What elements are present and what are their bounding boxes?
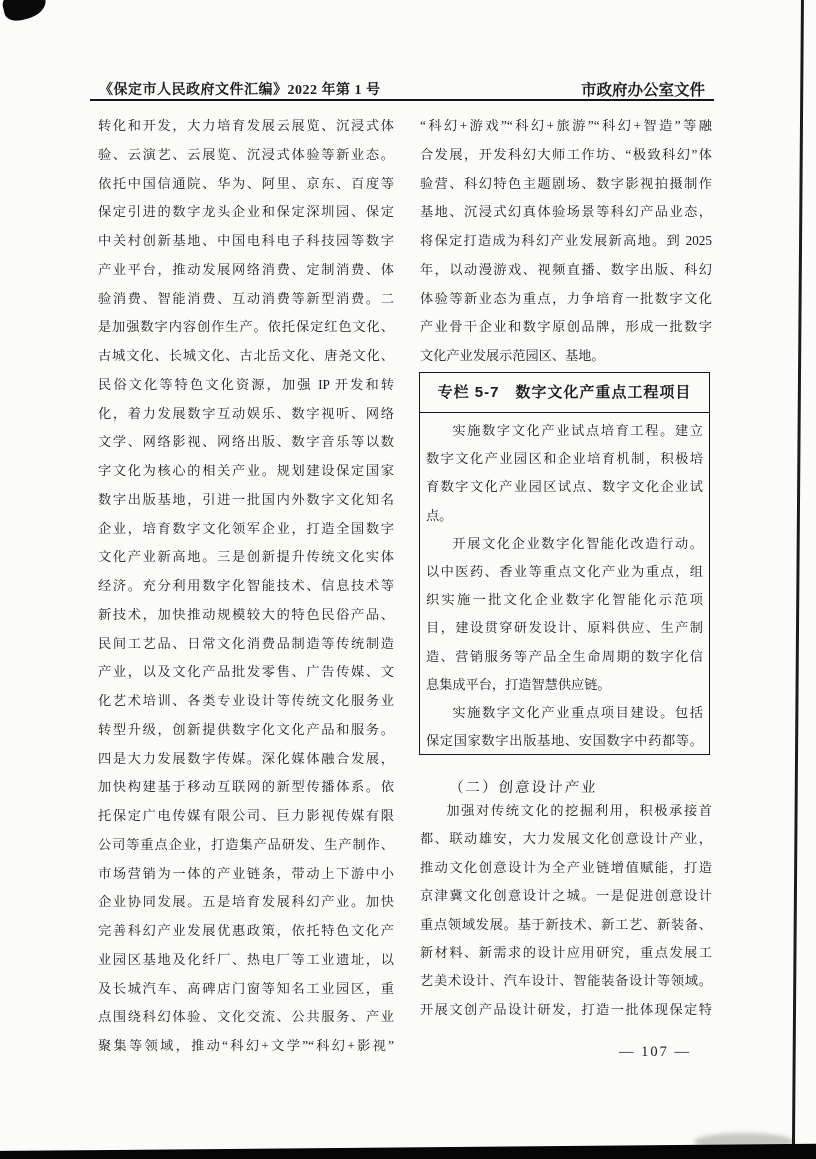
text-line: 业园区基地及化纤厂、热电厂等工业遗址，以 xyxy=(98,951,394,967)
text-line: 育数字文化产业园区试点、数字文化企业试 xyxy=(426,479,703,495)
text-line: 企业协同发展。五是培育发展科幻产业。加快 xyxy=(98,894,394,910)
text-line: 数字文化产业园区和企业培育机制，积极培 xyxy=(426,451,703,467)
header-rule xyxy=(90,99,714,101)
text-line: 目，建设贯穿研发设计、原料供应、生产制 xyxy=(426,620,703,636)
text-line: 实施数字文化产业试点培育工程。建立 xyxy=(452,423,703,438)
text-line: 数字出版基地，引进一批国内外数字文化知名 xyxy=(98,491,394,507)
text-line: 体验等新业态为重点，力争培育一批数字文化 xyxy=(420,290,712,306)
text-line: 加强对传统文化的挖掘利用，积极承接首 xyxy=(446,803,712,818)
text-line: 化艺术培训、各类专业设计等传统文化服务业 xyxy=(98,693,394,708)
text-line: 文化产业发展示范园区、基地。 xyxy=(420,348,605,363)
text-line: 艺美术设计、汽车设计、智能装备设计等领域。 xyxy=(420,973,712,989)
text-line: 重点领域发展。基于新技术、新工艺、新装备、 xyxy=(420,916,712,932)
text-line: 验营、科幻特色主题剧场、数字影视拍摄制作 xyxy=(420,175,712,191)
text-line: 产业，以及文化产品批发零售、广告传媒、文 xyxy=(98,664,394,680)
text-line: 将保定打造成为科幻产业发展新高地。到 2025 xyxy=(420,233,712,248)
text-line: 完善科幻产业发展优惠政策，依托特色文化产 xyxy=(98,923,394,938)
text-line: 新材料、新需求的设计应用研究，重点发展工 xyxy=(420,944,712,960)
feature-box-body xyxy=(420,413,709,755)
text-line: 京津冀文化创意设计之城。一是促进创意设计 xyxy=(420,888,712,904)
text-line: 点。 xyxy=(426,507,453,523)
text-line: “科幻+游戏”“科幻+旅游”“科幻+智造”等融 xyxy=(420,118,712,133)
feature-box-title: 专栏 5-7 数字文化产重点工程项目 xyxy=(420,373,709,413)
text-line: 开展文创产品设计研发，打造一批体现保定特 xyxy=(420,1001,712,1017)
text-line: 聚集等领域，推动“科幻+文学”“科幻+影视” xyxy=(98,1038,394,1053)
text-line: 文化产业新高地。三是创新提升传统文化实体 xyxy=(98,549,394,565)
text-line: 中关村创新基地、中国电科电子科技园等数字 xyxy=(98,233,394,248)
text-line: 产业平台，推动发展网络消费、定制消费、体 xyxy=(98,261,394,277)
text-line: 民俗文化等特色文化资源，加强 IP 开发和转 xyxy=(98,376,394,392)
text-line: 经济。充分利用数字化智能技术、信息技术等 xyxy=(98,578,394,593)
text-line: 字文化为核心的相关产业。规划建设保定国家 xyxy=(98,463,394,478)
text-line: 验消费、智能消费、互动消费等新型消费。二 xyxy=(98,290,394,306)
scan-right-edge xyxy=(792,0,804,1159)
text-line: 合发展，开发科幻大师工作坊、“极致科幻”体 xyxy=(420,146,712,162)
text-line: 都、联动雄安，大力发展文化创意设计产业， xyxy=(420,831,712,847)
right-text-column-body xyxy=(420,797,712,1024)
left-text-column xyxy=(98,112,394,1061)
page-number: — 107 — xyxy=(619,1044,691,1060)
text-line: 民间工艺品、日常文化消费品制造等传统制造 xyxy=(98,635,394,651)
text-line: 转型升级，创新提供数字化文化产品和服务。 xyxy=(98,721,394,737)
header-left-title: 《保定市人民政府文件汇编》2022 年第 1 号 xyxy=(99,83,381,98)
text-line: 文学、网络影视、网络出版、数字音乐等以数 xyxy=(98,434,394,450)
text-line: 托保定广电传媒有限公司、巨力影视传媒有限 xyxy=(98,808,394,823)
scan-corner-mark xyxy=(0,0,48,23)
text-line: 产业骨干企业和数字原创品牌，形成一批数字 xyxy=(420,319,712,335)
header-right-title: 市政府办公室文件 xyxy=(580,82,705,99)
text-line: 新技术，加快推动规模较大的特色民俗产品、 xyxy=(98,606,394,622)
text-line: 造、营销服务等产品全生命周期的数字化信 xyxy=(426,648,703,664)
text-line: 开展文化企业数字化智能化改造行动。 xyxy=(452,535,703,551)
text-line: 保定国家数字出版基地、安国数字中药都等。 xyxy=(426,733,703,749)
text-line: 古城文化、长城文化、古北岳文化、唐尧文化、 xyxy=(98,348,394,363)
text-line: 验、云演艺、云展览、沉浸式体验等新业态。 xyxy=(98,146,394,162)
scan-bottom-edge xyxy=(0,1144,816,1159)
text-line: 企业，培育数字文化领军企业，打造全国数字 xyxy=(98,520,394,536)
text-line: 息集成平台，打造智慧供应链。 xyxy=(426,676,611,692)
text-line: 市场营销为一体的产业链条，带动上下游中小 xyxy=(98,865,394,881)
text-line: 保定引进的数字龙头企业和保定深圳园、保定 xyxy=(98,204,394,220)
text-line: 织实施一批文化企业数字化智能化示范项 xyxy=(426,592,703,608)
text-line: 化，着力发展数字互动娱乐、数字视听、网络 xyxy=(98,405,394,421)
text-line: 点围绕科幻体验、文化交流、公共服务、产业 xyxy=(98,1009,394,1025)
text-line: 依托中国信通院、华为、阿里、京东、百度等 xyxy=(98,175,394,191)
text-line: 转化和开发，大力培育发展云展览、沉浸式体 xyxy=(98,118,394,133)
text-line: 推动文化创意设计为全产业链增值赋能，打造 xyxy=(420,859,712,875)
text-line: 四是大力发展数字传媒。深化媒体融合发展， xyxy=(98,750,394,766)
text-line: 公司等重点企业，打造集产品研发、生产制作、 xyxy=(98,836,394,852)
section-heading: （二）创意设计产业 xyxy=(448,780,599,796)
text-line: 加快构建基于移动互联网的新型传播体系。依 xyxy=(98,779,394,795)
text-line: 及长城汽车、高碑店门窗等知名工业园区，重 xyxy=(98,980,394,996)
text-line: 年，以动漫游戏、视频直播、数字出版、科幻 xyxy=(420,261,712,277)
text-line: 基地、沉浸式幻真体验场景等科幻产品业态， xyxy=(420,204,712,220)
text-line: 实施数字文化产业重点项目建设。包括 xyxy=(452,704,703,720)
right-text-column-intro xyxy=(420,112,712,371)
feature-box xyxy=(419,372,710,755)
text-line: 以中医药、香业等重点文化产业为重点，组 xyxy=(426,563,703,579)
text-line: 是加强数字内容创作生产。依托保定红色文化、 xyxy=(98,319,394,335)
